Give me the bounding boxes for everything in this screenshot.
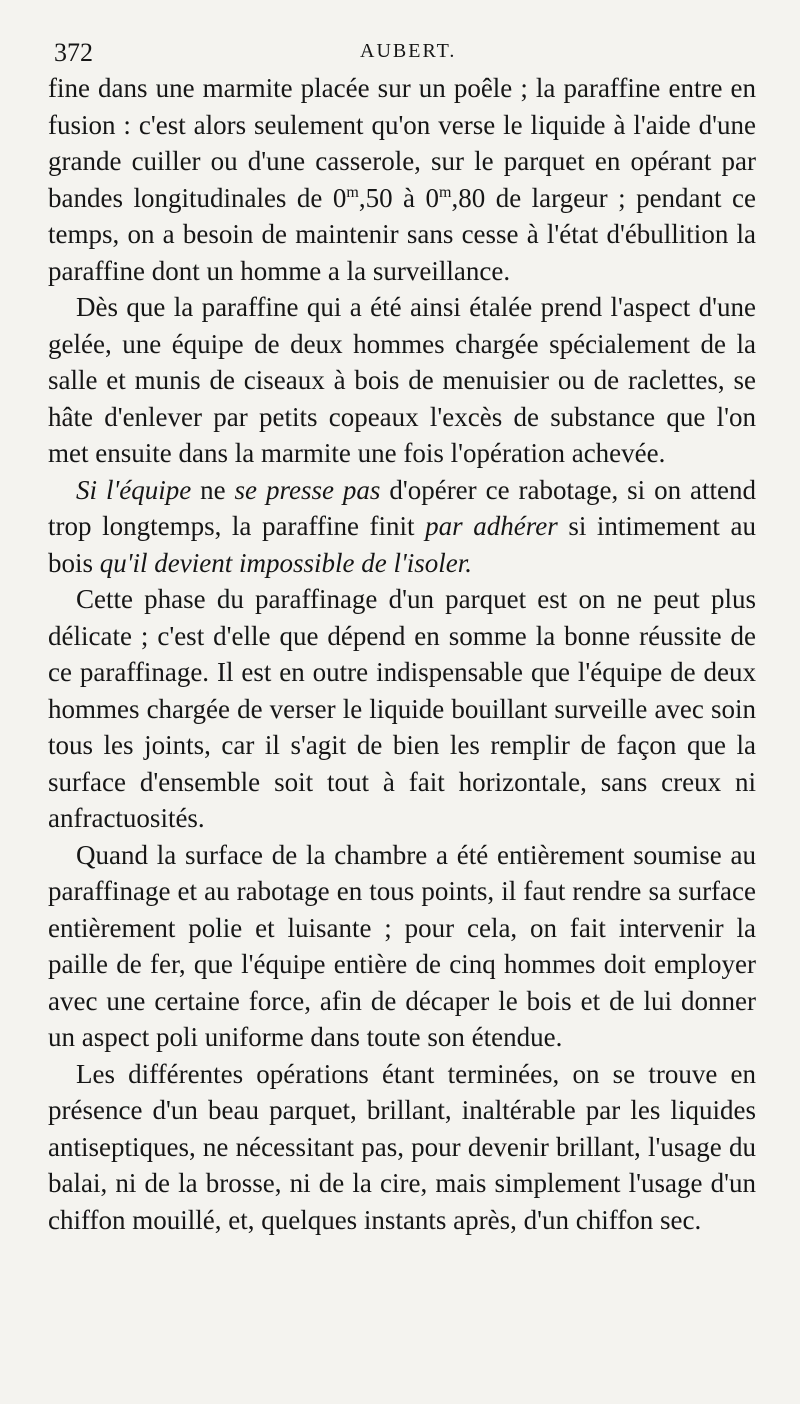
paragraph-5 (48, 837, 756, 1056)
italic-run: se presse pas (234, 474, 381, 505)
italic-run: par adhérer (425, 511, 558, 541)
paragraph-4 (48, 581, 756, 837)
paragraph-3 (48, 472, 756, 582)
text-run: si intimement au bois (48, 511, 756, 578)
text-run: ,50 à 0 (358, 182, 440, 213)
text-run: Cette phase du paraffinage d'un parquet est on ne peut plus délicate ; c'est d'elle que dépend en somme la bonne réussite de ce paraffinage. Il est en outre indispensable que l'équipe de deux hommes chargée de verser le liquide bouillant surveille avec soin tous les joints, car il s'agit de bien les remplir de façon que la surface d'ensemble soit tout à fait horizontale, sans creux ni anfractuosités. (48, 584, 756, 833)
text-run: Quand la surface de la chambre a été entièrement soumise au paraffinage et au rabotage en tous points, il faut rendre sa surface entièrement polie et luisante ; pour cela, on fait intervenir la paille de fer, que l'équipe entière de cinq hommes doit employer avec une certaine force, afin de décaper le bois et de lui donner un aspect poli uniforme dans toute son étendue. (48, 839, 756, 1052)
superscript-m: m (439, 183, 452, 201)
text-run: fine dans une marmite placée sur un poêle ; la paraffine entre en fusion : c'est alors seulement qu'on verse le liquide à l'aide d'une grande cuiller ou d'une casserole, sur le parquet en opérant par bandes longitudinales de 0 (48, 73, 756, 213)
paragraph-1 (48, 70, 756, 289)
text-run: ne (191, 474, 235, 505)
body-text (48, 70, 756, 1238)
text-run: Les différentes opérations étant terminées, on se trouve en présence d'un beau parquet, brillant, inaltérable par les liquides antiseptiques, ne nécessitant pas, pour devenir brillant, l'usage du balai, ni de la brosse, ni de la cire, mais simplement l'usage d'un chiffon mouillé, et, quelques instants après, d'un chiffon sec. (48, 1058, 756, 1235)
paragraph-2 (48, 289, 756, 472)
paragraph-6 (48, 1056, 756, 1239)
text-run: Dès que la paraffine qui a été ainsi étalée prend l'aspect d'une gelée, une équipe de deux hommes chargée spécialement de la salle et munis de ciseaux à bois de menuisier ou de raclettes, se hâte d'enlever par petits copeaux l'excès de substance que l'on met ensuite dans la marmite une fois l'opération achevée. (48, 292, 756, 468)
italic-run: Si l'équipe (76, 474, 192, 505)
italic-run: qu'il devient impossible de l'isoler. (99, 547, 473, 578)
running-title: AUBERT. (360, 40, 457, 62)
page-number: 372 (54, 38, 93, 67)
superscript-m: m (346, 183, 359, 201)
text-run: ,80 de largeur ; pendant ce temps, on a besoin de maintenir sans cesse à l'état d'ébullition la paraffine dont un homme a la surveillance. (48, 182, 756, 286)
running-header (48, 28, 756, 68)
text-run: d'opérer ce rabotage, si on attend trop longtemps, la paraffine finit (48, 474, 756, 541)
